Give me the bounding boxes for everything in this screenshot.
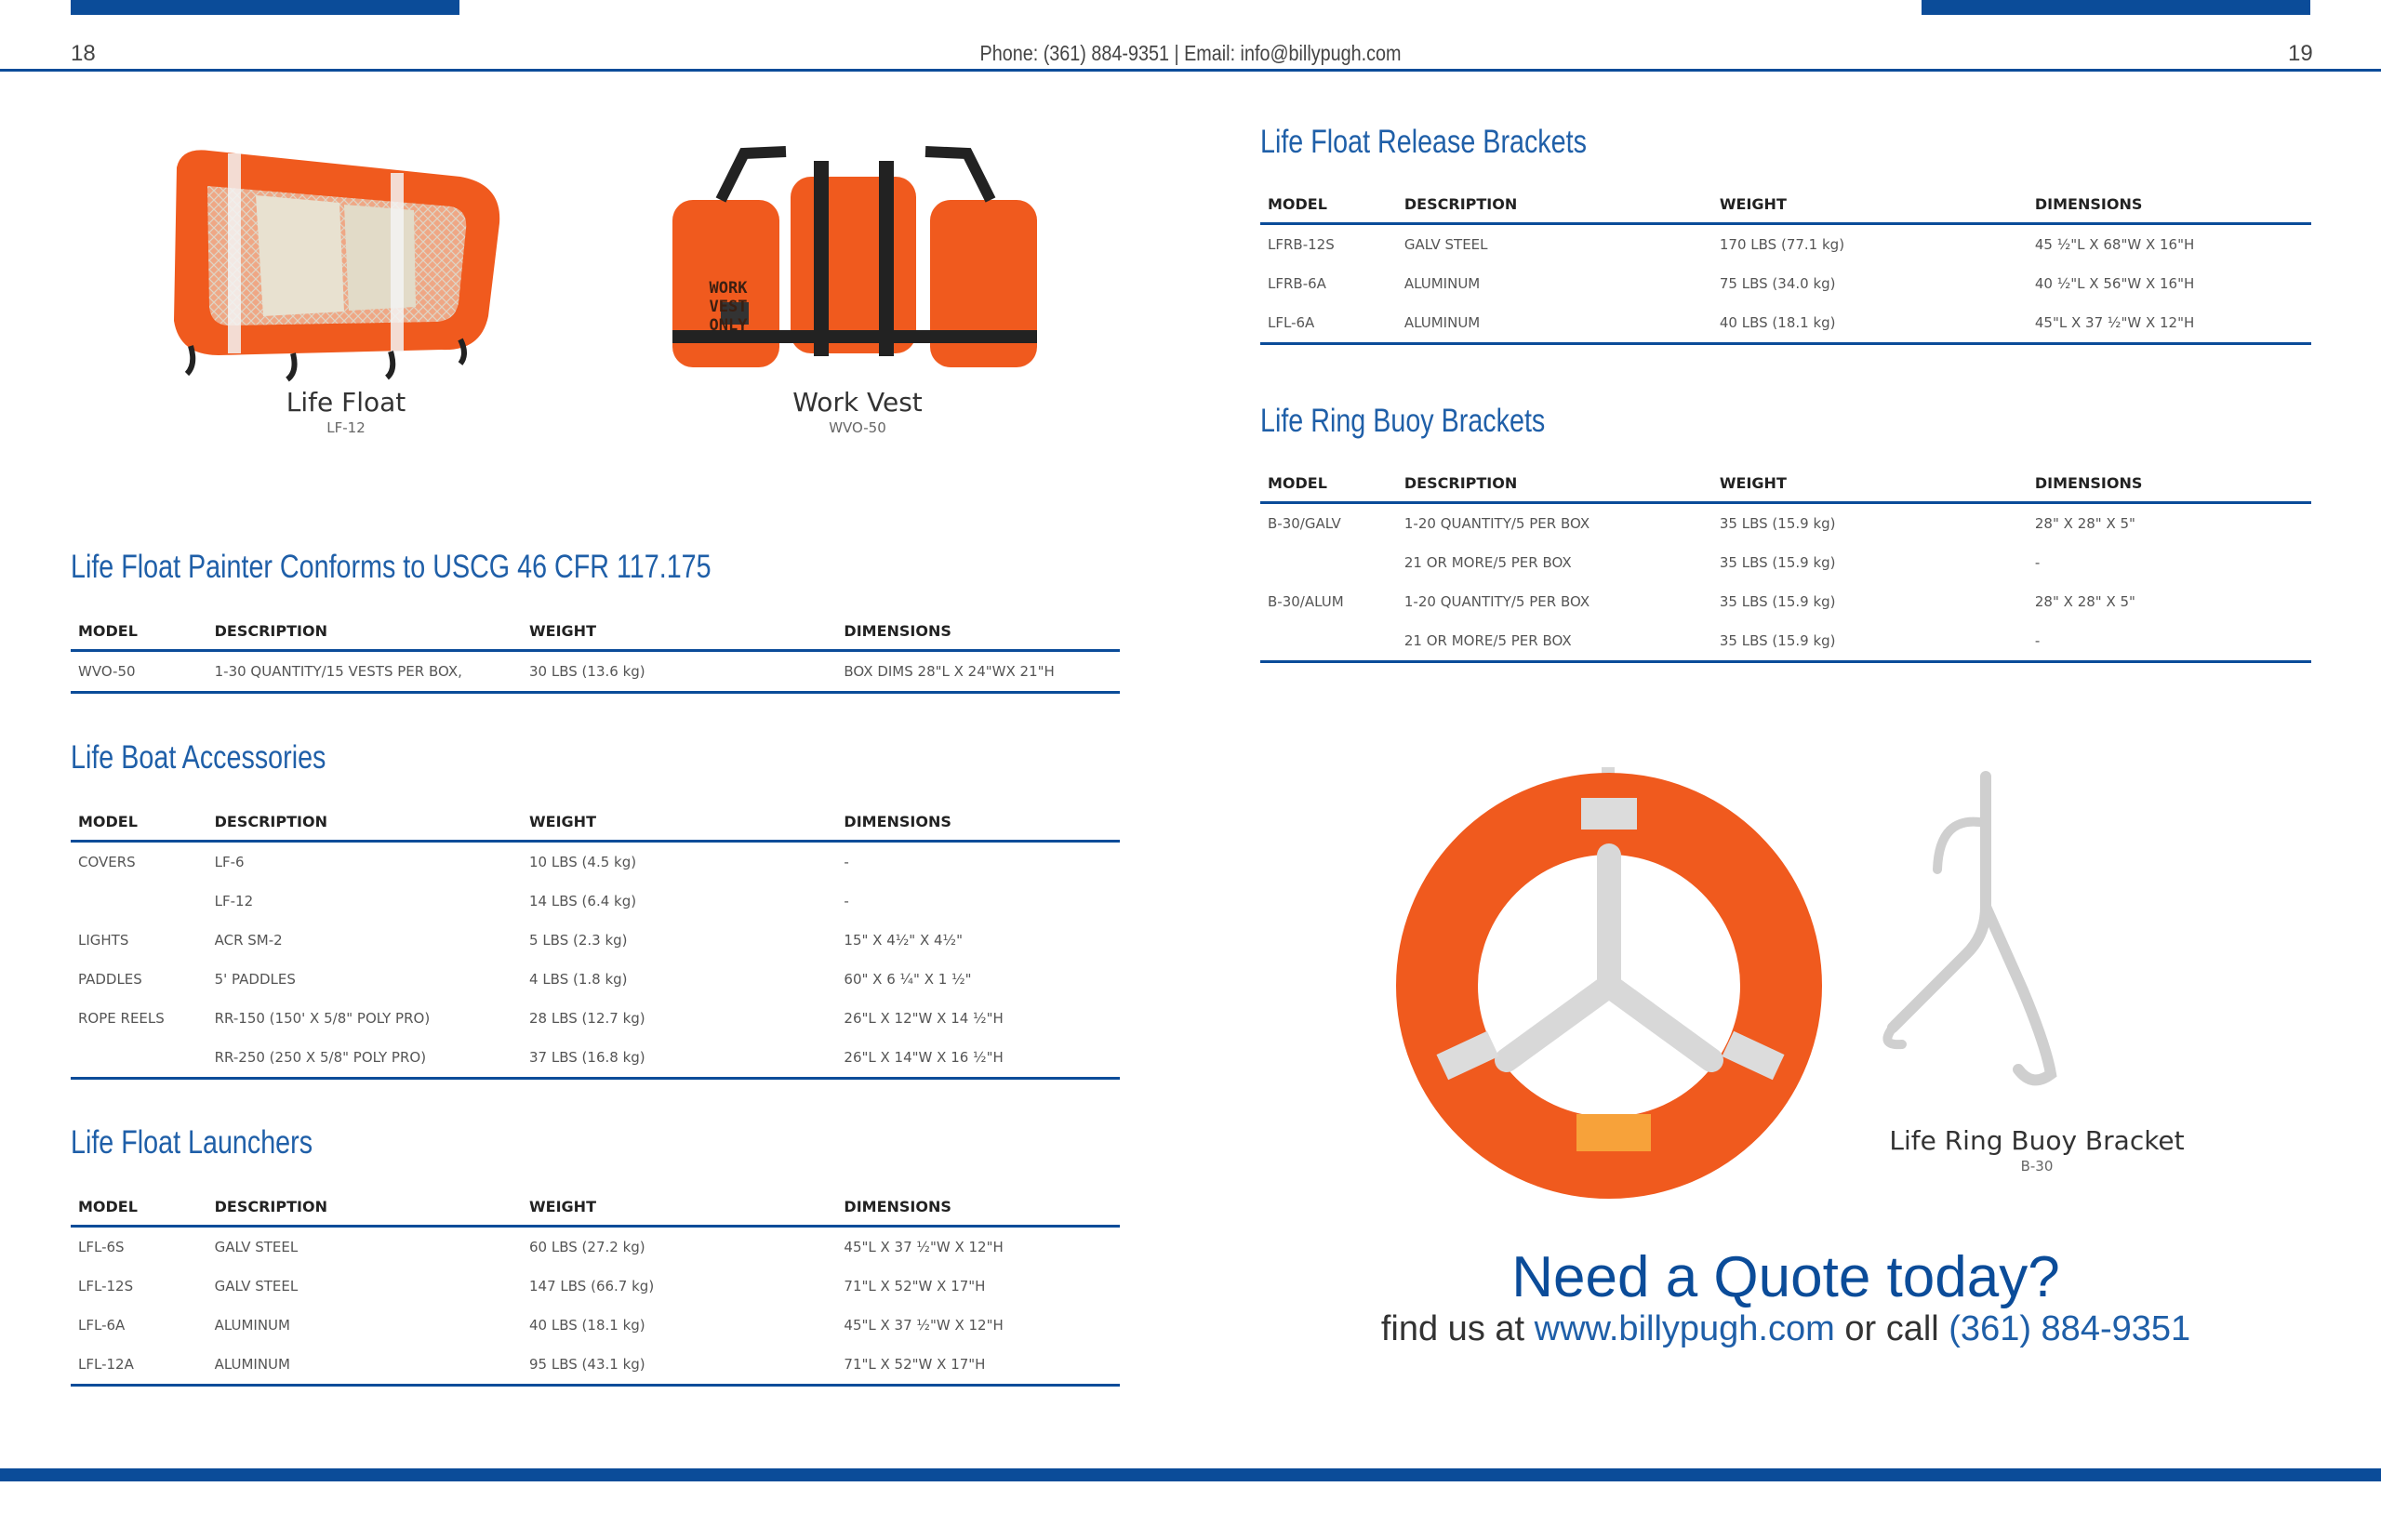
table-row bbox=[71, 1227, 1120, 1268]
quote-middle: or call bbox=[1844, 1309, 1939, 1348]
cell-model: ROPE REELS bbox=[78, 1010, 165, 1027]
header-model: MODEL bbox=[71, 612, 207, 651]
cell-dimensions: 45 ½"L X 68"W X 16"H bbox=[2034, 236, 2195, 253]
header-model: MODEL bbox=[1260, 185, 1397, 224]
header-description: DESCRIPTION bbox=[1397, 185, 1712, 224]
header-description: DESCRIPTION bbox=[1397, 464, 1712, 503]
life-ring-image bbox=[1395, 763, 1823, 1218]
header-description: DESCRIPTION bbox=[207, 1188, 522, 1227]
cell-dimensions: 45"L X 37 ½"W X 12"H bbox=[844, 1317, 1004, 1334]
cell-weight: 28 LBS (12.7 kg) bbox=[529, 1010, 645, 1027]
cell-dimensions: 60" X 6 ¼" X 1 ½" bbox=[844, 971, 972, 988]
cell-description: GALV STEEL bbox=[214, 1278, 299, 1294]
table-header-row bbox=[71, 1188, 1120, 1227]
cell-description: 1-30 QUANTITY/15 VESTS PER BOX, bbox=[207, 651, 522, 693]
table-row bbox=[1260, 543, 2311, 582]
launchers-table bbox=[71, 1188, 1120, 1387]
life-float-image bbox=[153, 139, 516, 391]
header-weight: WEIGHT bbox=[522, 803, 836, 842]
cell-description: ALUMINUM bbox=[214, 1317, 290, 1334]
release-table bbox=[1260, 185, 2311, 345]
ring-buoy-bracket-image bbox=[1865, 767, 2088, 1102]
page-number-left: 18 bbox=[71, 41, 96, 66]
cell-dimensions: - bbox=[2034, 554, 2041, 571]
table-row bbox=[71, 921, 1120, 960]
top-bar-left bbox=[71, 0, 459, 15]
cell-model: B-30/ALUM bbox=[1268, 593, 1344, 610]
cell-description: LF-12 bbox=[214, 893, 254, 909]
cell-description: ALUMINUM bbox=[207, 1345, 522, 1386]
work-vest-name: Work Vest bbox=[792, 387, 923, 418]
quote-lead: find us at bbox=[1380, 1309, 1525, 1348]
cell-dimensions: 40 ½"L X 56"W X 16"H bbox=[2034, 275, 2195, 292]
header-dimensions: DIMENSIONS bbox=[836, 612, 1120, 651]
cell-dimensions: - bbox=[2028, 621, 2311, 662]
cell-model: B-30/GALV bbox=[1268, 515, 1341, 532]
cell-weight: 37 LBS (16.8 kg) bbox=[522, 1038, 836, 1079]
header-description: DESCRIPTION bbox=[207, 803, 522, 842]
cell-dimensions: 71"L X 52"W X 17"H bbox=[836, 1345, 1120, 1386]
cell-weight: 4 LBS (1.8 kg) bbox=[529, 971, 628, 988]
life-float-model: LF-12 bbox=[326, 419, 366, 436]
table-row bbox=[71, 1345, 1120, 1386]
cell-description: RR-250 (250 X 5/8" POLY PRO) bbox=[207, 1038, 522, 1079]
header-weight: WEIGHT bbox=[1712, 185, 2028, 224]
table-row bbox=[1260, 264, 2311, 303]
cell-dimensions: - bbox=[844, 854, 849, 870]
cell-model bbox=[71, 882, 207, 921]
header-dimensions: DIMENSIONS bbox=[836, 1188, 1120, 1227]
page-number-right: 19 bbox=[2288, 41, 2313, 66]
contact-line: Phone: (361) 884-9351 | Email: info@billypugh.com bbox=[979, 41, 1402, 65]
cell-model: LFRB-12S bbox=[1268, 236, 1335, 253]
footer-bar bbox=[0, 1468, 2381, 1481]
work-vest-label: WORK bbox=[709, 279, 748, 298]
top-bar-right bbox=[1922, 0, 2310, 15]
cell-weight: 35 LBS (15.9 kg) bbox=[1719, 554, 1836, 571]
cell-dimensions: 15" X 4½" X 4½" bbox=[844, 932, 963, 949]
work-vest-label-2: VEST bbox=[709, 298, 748, 316]
table-row bbox=[1260, 582, 2311, 621]
header-weight: WEIGHT bbox=[1712, 464, 2028, 503]
cell-weight: 75 LBS (34.0 kg) bbox=[1719, 275, 1836, 292]
quote-subline bbox=[1246, 1309, 2325, 1349]
cell-model bbox=[1260, 543, 1397, 582]
cell-weight: 30 LBS (13.6 kg) bbox=[522, 651, 836, 693]
header-dimensions: DIMENSIONS bbox=[2028, 185, 2311, 224]
cell-weight: 40 LBS (18.1 kg) bbox=[1712, 303, 2028, 344]
release-title: Life Float Release Brackets bbox=[1260, 124, 1587, 160]
table-row bbox=[71, 999, 1120, 1038]
painter-title: Life Float Painter Conforms to USCG 46 CFR 117.175 bbox=[71, 549, 712, 585]
work-vest-label-3: ONLY bbox=[709, 316, 748, 335]
work-vest-image bbox=[656, 144, 1056, 386]
cell-dimensions: - bbox=[844, 893, 849, 909]
cell-weight: 95 LBS (43.1 kg) bbox=[522, 1345, 836, 1386]
table-row bbox=[71, 1267, 1120, 1306]
table-row bbox=[1260, 224, 2311, 265]
cell-model: LIGHTS bbox=[78, 932, 129, 949]
phone-link[interactable]: (361) 884-9351 bbox=[1949, 1309, 2191, 1348]
cell-model: LFL-12A bbox=[71, 1345, 207, 1386]
painter-table bbox=[71, 612, 1120, 694]
cell-description: ALUMINUM bbox=[1403, 275, 1481, 292]
work-vest-caption bbox=[765, 387, 951, 436]
header-rule bbox=[0, 69, 2381, 72]
quote-headline: Need a Quote today? bbox=[1511, 1245, 2060, 1309]
table-row bbox=[71, 1306, 1120, 1345]
cell-weight: 147 LBS (66.7 kg) bbox=[529, 1278, 655, 1294]
cell-description: GALV STEEL bbox=[214, 1239, 299, 1255]
table-row bbox=[71, 882, 1120, 921]
header-model: MODEL bbox=[1260, 464, 1397, 503]
cell-dimensions: 28" X 28" X 5" bbox=[2034, 593, 2135, 610]
cell-model: WVO-50 bbox=[71, 651, 207, 693]
cell-model bbox=[1260, 621, 1397, 662]
header-description: DESCRIPTION bbox=[207, 612, 522, 651]
table-row bbox=[1260, 621, 2311, 662]
table-row bbox=[71, 842, 1120, 883]
table-row bbox=[71, 651, 1120, 693]
header-model: MODEL bbox=[71, 1188, 207, 1227]
cell-model bbox=[71, 1038, 207, 1079]
table-header-row bbox=[71, 612, 1120, 651]
cell-weight: 35 LBS (15.9 kg) bbox=[1719, 515, 1836, 532]
cell-model: LFL-6S bbox=[78, 1239, 125, 1255]
cell-description: 1-20 QUANTITY/5 PER BOX bbox=[1403, 593, 1590, 610]
life-float-name: Life Float bbox=[286, 387, 406, 418]
header-weight: WEIGHT bbox=[522, 1188, 836, 1227]
cell-description: 21 OR MORE/5 PER BOX bbox=[1403, 554, 1572, 571]
accessories-table bbox=[71, 803, 1120, 1080]
cell-weight: 5 LBS (2.3 kg) bbox=[529, 932, 628, 949]
header-model: MODEL bbox=[71, 803, 207, 842]
cell-weight: 35 LBS (15.9 kg) bbox=[1719, 593, 1836, 610]
table-header-row bbox=[1260, 464, 2311, 503]
cell-dimensions: 28" X 28" X 5" bbox=[2034, 515, 2135, 532]
cell-model: LFRB-6A bbox=[1268, 275, 1326, 292]
cell-model: LFL-6A bbox=[1260, 303, 1397, 344]
cell-weight: 40 LBS (18.1 kg) bbox=[529, 1317, 645, 1334]
cell-weight: 60 LBS (27.2 kg) bbox=[529, 1239, 645, 1255]
website-link[interactable]: www.billypugh.com bbox=[1534, 1309, 1835, 1348]
cell-description: 5' PADDLES bbox=[214, 971, 296, 988]
cell-dimensions: 45"L X 37 ½"W X 12"H bbox=[2028, 303, 2311, 344]
table-header-row bbox=[1260, 185, 2311, 224]
cell-weight: 10 LBS (4.5 kg) bbox=[529, 854, 637, 870]
cell-model: LFL-12S bbox=[78, 1278, 134, 1294]
cell-dimensions: BOX DIMS 28"L X 24"WX 21"H bbox=[836, 651, 1120, 693]
cell-weight: 14 LBS (6.4 kg) bbox=[529, 893, 637, 909]
ring-buoy-title: Life Ring Buoy Brackets bbox=[1260, 403, 1546, 439]
table-header-row bbox=[71, 803, 1120, 842]
bracket-caption bbox=[1888, 1125, 2186, 1175]
table-row bbox=[1260, 303, 2311, 344]
header-weight: WEIGHT bbox=[522, 612, 836, 651]
cell-description: GALV STEEL bbox=[1403, 236, 1488, 253]
bracket-model: B-30 bbox=[2020, 1158, 2054, 1175]
cell-dimensions: 26"L X 14"W X 16 ½"H bbox=[836, 1038, 1120, 1079]
cell-dimensions: 71"L X 52"W X 17"H bbox=[844, 1278, 986, 1294]
cell-dimensions: 26"L X 12"W X 14 ½"H bbox=[844, 1010, 1004, 1027]
ring-buoy-table bbox=[1260, 464, 2311, 663]
cell-weight: 170 LBS (77.1 kg) bbox=[1719, 236, 1845, 253]
cell-description: 21 OR MORE/5 PER BOX bbox=[1397, 621, 1712, 662]
cell-description: ACR SM-2 bbox=[214, 932, 283, 949]
cell-model: LFL-6A bbox=[78, 1317, 126, 1334]
cell-dimensions: 45"L X 37 ½"W X 12"H bbox=[844, 1239, 1004, 1255]
table-row bbox=[1260, 503, 2311, 544]
cell-model: PADDLES bbox=[78, 971, 142, 988]
life-float-caption bbox=[253, 387, 439, 436]
cell-description: RR-150 (150' X 5/8" POLY PRO) bbox=[214, 1010, 431, 1027]
header-dimensions: DIMENSIONS bbox=[2028, 464, 2311, 503]
cell-description: ALUMINUM bbox=[1397, 303, 1712, 344]
bracket-name: Life Ring Buoy Bracket bbox=[1889, 1125, 2185, 1156]
accessories-title: Life Boat Accessories bbox=[71, 739, 326, 776]
launchers-title: Life Float Launchers bbox=[71, 1124, 313, 1161]
table-row bbox=[71, 1038, 1120, 1079]
table-row bbox=[71, 960, 1120, 999]
cell-weight: 35 LBS (15.9 kg) bbox=[1712, 621, 2028, 662]
work-vest-model: WVO-50 bbox=[829, 419, 886, 436]
cell-description: LF-6 bbox=[214, 854, 245, 870]
header-dimensions: DIMENSIONS bbox=[836, 803, 1120, 842]
cell-description: 1-20 QUANTITY/5 PER BOX bbox=[1403, 515, 1590, 532]
cell-model: COVERS bbox=[78, 854, 136, 870]
